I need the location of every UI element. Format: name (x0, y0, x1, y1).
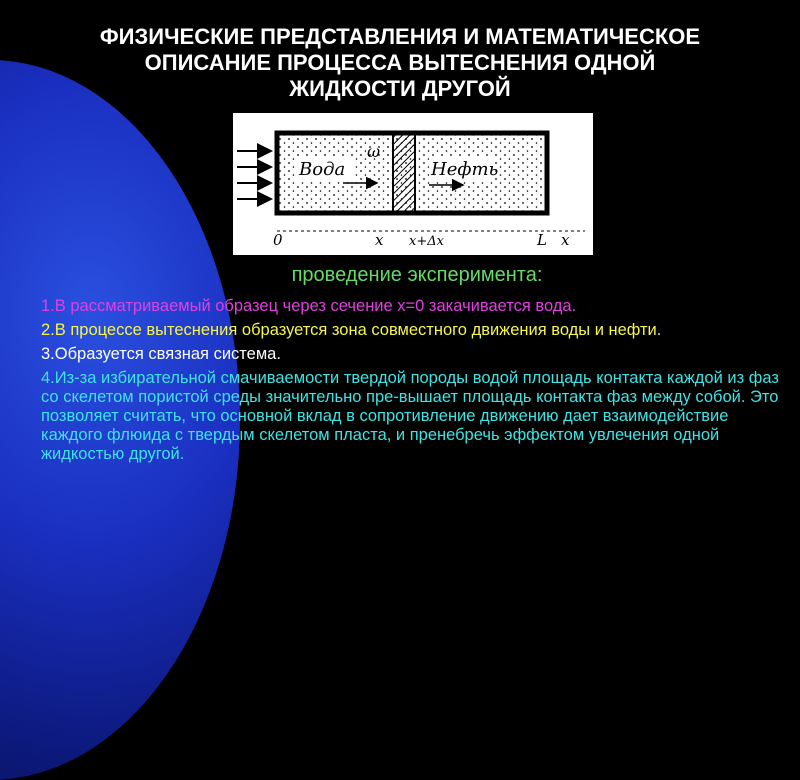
element-section (393, 135, 415, 211)
step-3: 3.Образуется связная система. (41, 345, 281, 363)
step-4: 4.Из-за избирательной смачиваемости твердой породы водой площадь контакта каждой из фаз со скелетом пористой среды значительно пре-вышает площадь контакта фаз между собой. Это позволяет считать, что основной вклад в сопротивление движению дает взаимодействие каждого флюида с твердым скелетом пласта, и пренебречь эффектом увлечения одной жидкостью другой. (41, 369, 779, 463)
omega-label: ω (367, 142, 381, 161)
axis-label-0: 0 (273, 231, 283, 249)
axis-label-L: L (537, 231, 547, 249)
slide-title (40, 24, 760, 102)
step-1: 1.В рассматриваемый образец через сечение x=0 закачивается вода. (41, 297, 577, 315)
step-2: 2.В процессе вытеснения образуется зона совместного движения воды и нефти. (41, 321, 662, 339)
oil-label: Нефть (431, 159, 499, 180)
title-line-2: ОПИСАНИЕ ПРОЦЕССА ВЫТЕСНЕНИЯ ОДНОЙ (144, 50, 656, 75)
title-line-3: ЖИДКОСТИ ДРУГОЙ (289, 76, 511, 101)
title-line-1: ФИЗИЧЕСКИЕ ПРЕДСТАВЛЕНИЯ И МАТЕМАТИЧЕСКОЕ (99, 24, 701, 49)
experiment-subtitle: проведение эксперимента: (291, 264, 543, 286)
displacement-diagram (233, 113, 593, 255)
axis-label-x: x (375, 231, 384, 249)
axis-label-x-end: x (561, 231, 570, 249)
water-label: Вода (299, 159, 346, 180)
axis-label-x-plus-dx: x+Δx (409, 234, 444, 249)
experiment-steps (41, 297, 786, 469)
inflow-arrows (237, 151, 271, 199)
